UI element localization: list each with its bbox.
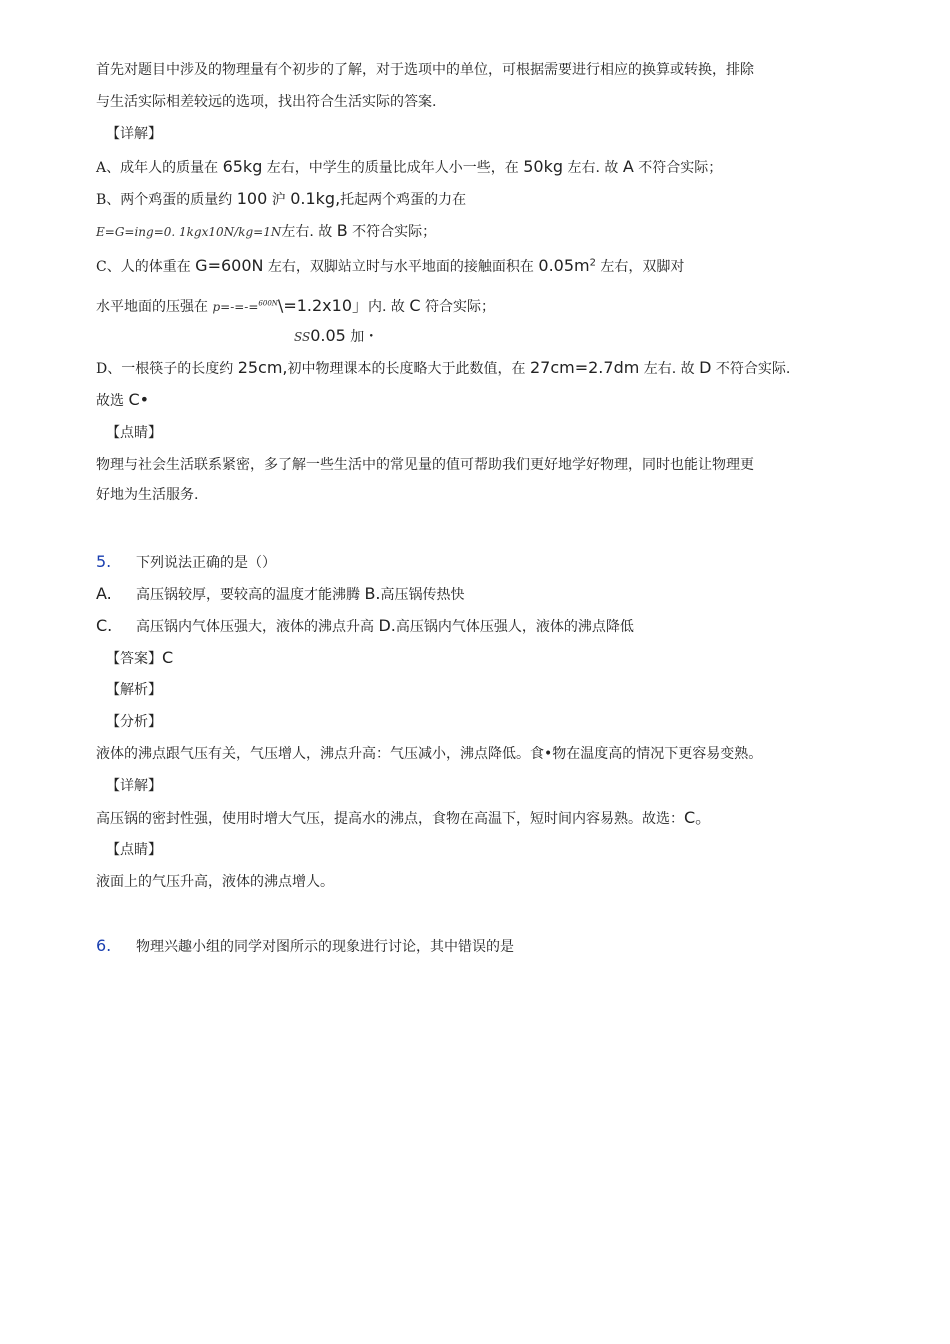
superscript: 2 [589,257,596,269]
text: 左右. 故 [563,160,623,176]
option-letter: D [699,358,712,377]
answer-label: 【答案】 [106,651,162,667]
text: 不符合实际； [633,160,723,176]
question-number: 6. [96,936,112,955]
value: 27cm=2.7dm [529,358,640,377]
answer-value: C• [128,390,150,409]
formula: E=G=ing=0. 1kgx10N/kg=1N [96,225,282,239]
q5-analysis-heading: 【解析】 [106,682,162,698]
q6-stem [96,936,514,957]
value: \=1.2x10」 [277,296,368,315]
text: 高压锅的密封性强，使用时增大气压，提高水的沸点，食物在高温下，短时间内容易熟。故选： [96,811,684,827]
q5-detail-text [96,808,711,829]
q4-option-d [96,358,790,379]
text: 下列说法正确的是（） [136,555,276,571]
text: 内. 故 [368,299,410,315]
text: 托起两个鸡蛋的力在 [340,192,467,208]
question-number: 5. [96,552,112,571]
option-label: A. [96,584,112,603]
option-letter: B [336,221,348,240]
q4-option-a [96,157,722,178]
q4-option-c [96,256,684,277]
value: 100 [236,189,268,208]
q4-option-b-formula [96,221,436,242]
q5-options-ab [96,584,465,605]
q4-option-b [96,189,466,210]
q5-comment-heading: 【点睛】 [106,842,162,858]
text: 加・ [345,329,379,345]
q4-detail-heading: 【详解】 [106,126,162,142]
q5-answer [106,648,173,669]
option-text: 高压锅传热快 [380,587,465,603]
option-text: 高压锅内气体压强人，液体的沸点降低 [395,619,634,635]
option-letter: A [622,157,634,176]
option-label: B. [364,584,381,603]
formula-fraction: 600N [258,299,278,308]
formula: SS [294,330,311,344]
q4-option-c-pressure [96,296,495,317]
text: 左右，双脚站立时与水平地面的接触面积在 [263,259,539,275]
text: 左右. 故 [281,224,337,240]
q4-comment-heading: 【点睛】 [106,425,162,441]
q5-stem [96,552,276,573]
value: 25cm, [237,358,288,377]
text: 不符合实际； [347,224,437,240]
value: 0.1kg, [290,189,341,208]
option-text: 高压锅较厚，要较高的温度才能沸腾 [136,587,365,603]
option-c-prefix: C、人的体重在 [96,259,196,275]
answer-value: C [162,648,174,667]
option-letter: C [409,296,421,315]
text: 符合实际； [420,299,495,315]
answer-value: C。 [684,808,712,827]
q4-option-c-denominator [294,326,378,347]
option-d-prefix: D、一根筷子的长度约 [96,361,238,377]
value: 65kg [222,157,263,176]
q5-fenxi-heading: 【分析】 [106,714,162,730]
intro-line-2: 与生活实际相差较远的选项，找出符合生活实际的答案. [96,94,437,110]
q4-comment-line-1: 物理与社会生活联系紧密，多了解一些生活中的常见量的值可帮助我们更好地学好物理，同时也能让物理更 [96,457,754,473]
q5-comment-text: 液面上的气压升高，液体的沸点增人。 [96,874,334,890]
option-text: 高压锅内气体压强大，液体的沸点升高 [136,619,379,635]
formula: p=-=-= [212,300,259,314]
intro-line-1: 首先对题目中涉及的物理量有个初步的了解，对于选项中的单位，可根据需要进行相应的换算或转换，排除 [96,62,754,78]
option-a-prefix: A、成年人的质量在 [96,160,223,176]
option-b-prefix: B、两个鸡蛋的质量约 [96,192,237,208]
text: 左右. 故 [639,361,700,377]
q4-comment-line-2: 好地为生活服务. [96,487,199,503]
q5-detail-heading: 【详解】 [106,778,162,794]
q5-options-cd [96,616,634,637]
text: 水平地面的压强在 [96,299,213,315]
value: 0.05 [310,326,346,345]
option-label: C. [96,616,113,635]
text: 左右，中学生的质量比成年人小一些，在 [262,160,524,176]
q4-choose [96,390,149,411]
text: 物理兴趣小组的同学对图所示的现象进行讨论，其中错误的是 [136,939,514,955]
value: 0.05m [538,256,590,275]
q5-fenxi-text: 液体的沸点跟气压有关，气压增人，沸点升高：气压减小，沸点降低。食•物在温度高的情况下更容易变熟。 [96,746,763,762]
text: 不符合实际. [711,361,791,377]
text: 初中物理课本的长度略大于此数值，在 [287,361,530,377]
text: 故选 [96,393,129,409]
value: 50kg [523,157,564,176]
text: 沪 [267,192,291,208]
option-label: D. [378,616,396,635]
text: 左右，双脚对 [595,259,685,275]
value: G=600N [195,256,264,275]
